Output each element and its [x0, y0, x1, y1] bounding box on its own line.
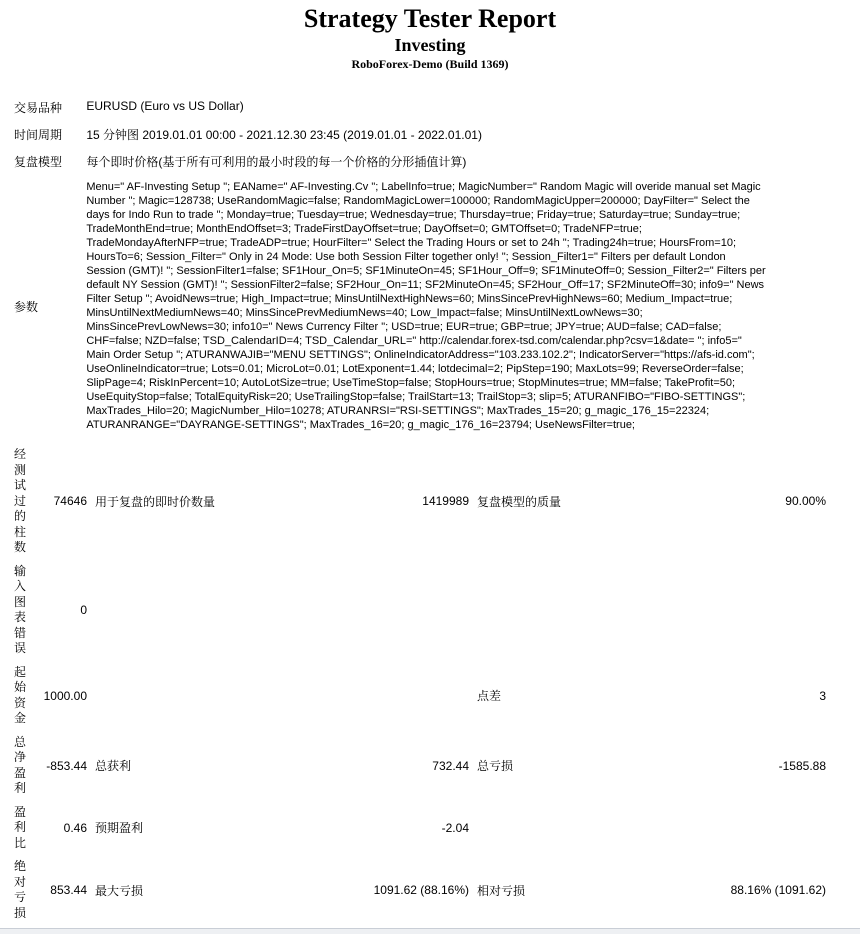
- parameters-line: Number "; Magic=128738; UseRandomMagic=false; RandomMagicLower=100000; RandomMagicUpper=200000; DayFilter=" Select the: [86, 195, 750, 207]
- info-table: [9, 93, 849, 438]
- page-title: Strategy Tester Report: [303, 4, 557, 33]
- symbol-label: 交易品种: [14, 101, 63, 115]
- stats-table: [9, 442, 831, 926]
- parameters-value: [83, 176, 847, 436]
- parameters-line: Menu=" AF-Investing Setup "; EAName=" AF-Investing.Cv "; LabelInfo=true; MagicNumber=" Random Magic will overide manual set Magic: [86, 181, 761, 193]
- period-value: 15 分钟图 2019.01.01 00:00 - 2021.12.30 23:45 (2019.01.01 - 2022.01.01): [86, 128, 482, 142]
- modelling-quality-value: 90.00%: [785, 494, 826, 509]
- ticks-modelled-value: 1419989: [422, 494, 469, 509]
- parameters-line: SlipPage=4; RiskInPercent=10; AutoLotSize=true; UseTimeStop=false; StopHours=true; StopMinutes=true; MM=false; TakeProfit=50;: [86, 377, 736, 389]
- maximal-drawdown-label: 最大亏损: [95, 883, 144, 898]
- parameters-line: default NY Session (GMT)! "; SessionFilter2=false; SF2Hour_On=11; SF2MinuteOn=45; SF2Hour_Off=17; SF2MinuteOff=30; info9=" News: [86, 279, 765, 291]
- ea-name-subtitle: Investing: [394, 35, 466, 55]
- chart-errors-label: 输入图表错误: [14, 563, 27, 655]
- parameters-line: TradeMondayAfterNFP=true; TradeADP=true; HourFilter=" Select the Trading Hours or set to 24h "; Trading24h=true; HoursFrom=10;: [86, 237, 737, 249]
- bottom-window-edge: [0, 928, 860, 934]
- stats-row-chart-errors: [11, 561, 829, 660]
- stats-row-bars-tested: [11, 444, 829, 559]
- profit-factor-label: 盈利比: [14, 804, 27, 850]
- parameters-line: Session (GMT)! "; SessionFilter1=false; SF1Hour_On=5; SF1MinuteOn=45; SF1Hour_Off=9; SF1MinuteOff=0; Session_Filter2=" Filters per: [86, 265, 766, 277]
- period-label: 时间周期: [14, 128, 63, 142]
- parameters-line: MinsSincePrevLowNews=30; info10=" News Currency Filter "; USD=true; EUR=true; GBP=true; JPY=true; AUD=false; CAD=false;: [86, 321, 722, 333]
- model-value: 每个即时价格(基于所有可利用的最小时段的每一个价格的分形插值计算): [86, 155, 467, 169]
- maximal-drawdown-value: 1091.62 (88.16%): [373, 883, 469, 897]
- info-row-parameters: [11, 176, 847, 436]
- model-label: 复盘模型: [14, 155, 63, 169]
- bars-tested-label: 经测试过的柱数: [14, 447, 27, 554]
- server-build-line: RoboForex-Demo (Build 1369): [351, 57, 509, 71]
- parameters-line: Main Order Setup "; ATURANWAJIB="MENU SETTINGS"; OnlineIndicatorAddress="103.233.102.2"; IndicatorServer="https://afs-id.com";: [86, 349, 755, 361]
- stats-row-net-profit: [11, 732, 829, 800]
- report-header: [0, 4, 860, 72]
- bars-tested-value: 74646: [53, 494, 87, 509]
- net-profit-label: 总净盈利: [14, 734, 27, 795]
- info-row-symbol: [11, 95, 847, 120]
- spread-label: 点差: [477, 689, 502, 703]
- info-row-period: [11, 122, 847, 147]
- parameters-line: UseEquityStop=false; TotalEquityRisk=20; UseTrailingStop=false; TrailStart=13; TrailStop=3; slip=5; ATURANFIBO="FIBO-SETTINGS";: [86, 391, 746, 403]
- net-profit-value: -853.44: [46, 758, 87, 773]
- absolute-drawdown-label: 绝对亏损: [14, 859, 27, 920]
- parameters-line: MinsUntilNextMediumNews=40; MinsSincePrevMediumNews=40; Low_Impact=false; MinsUntilNextLowNews=30;: [86, 307, 643, 319]
- profit-factor-value: 0.46: [63, 820, 87, 835]
- gross-loss-label: 总亏损: [477, 759, 514, 773]
- parameters-line: UseOnlineIndicator=true; Lots=0.01; MicroLot=0.01; LotExponent=1.44; lotdecimal=2; PipStep=190; MaxLots=99; ReverseOrder=false;: [86, 363, 744, 375]
- chart-errors-value: 0: [80, 603, 87, 617]
- parameters-label: 参数: [14, 299, 39, 314]
- stats-row-initial-deposit: [11, 662, 829, 730]
- modelling-quality-label: 复盘模型的质量: [477, 494, 562, 509]
- parameters-line: MaxTrades_Hilo=20; MagicNumber_Hilo=10278; ATURANRSI="RSI-SETTINGS"; MaxTrades_15=20; g_magic_176_15=22324;: [86, 405, 710, 417]
- absolute-drawdown-value: 853.44: [50, 883, 87, 897]
- stats-row-profit-factor: [11, 802, 829, 855]
- parameters-line: CHF=false; NZD=false; TSD_CalendarID=4; TSD_Calendar_URL=" http://calendar.forex-tsd.com/calendar.php?csv=1&date= "; info5=": [86, 335, 742, 347]
- expected-payoff-label: 预期盈利: [95, 821, 144, 836]
- symbol-value: EURUSD (Euro vs US Dollar): [86, 99, 244, 113]
- gross-loss-value: -1585.88: [778, 758, 826, 773]
- gross-profit-label: 总获利: [95, 759, 132, 773]
- parameters-line: ATURANRANGE="DAYRANGE-SETTINGS"; MaxTrades_16=20; g_magic_176_16=23794; UseNewsFilter=true;: [86, 419, 635, 431]
- gross-profit-value: 732.44: [432, 758, 469, 773]
- initial-deposit-label: 起始资金: [14, 664, 27, 725]
- stats-row-absolute-drawdown: [11, 856, 829, 924]
- relative-drawdown-value: 88.16% (1091.62): [730, 883, 826, 897]
- relative-drawdown-label: 相对亏损: [477, 883, 526, 898]
- parameters-line: days for Indo Run to trade "; Monday=true; Tuesday=true; Wednesday=true; Thursday=true; Friday=true; Saturday=true; Sunday=true;: [86, 209, 741, 221]
- spread-value: 3: [819, 688, 826, 703]
- parameters-line: TradeMonthEnd=true; MonthEndOffset=3; TradeFirstDayOffset=true; DayOffset=0; GMTOffset=0; TradeNFP=true;: [86, 223, 642, 235]
- parameters-line: HoursTo=6; Session_Filter=" Only in 24 Mode: Use both Session Filter together only! "; Session_Filter1=" Filters per default London: [86, 251, 726, 263]
- expected-payoff-value: -2.04: [441, 820, 469, 835]
- initial-deposit-value: 1000.00: [43, 688, 87, 703]
- ticks-modelled-label: 用于复盘的即时价数量: [95, 494, 216, 509]
- info-row-model: [11, 149, 847, 174]
- parameters-line: Filter Setup "; AvoidNews=true; High_Impact=true; MinsUntilNextHighNews=60; MinsSincePrevHighNews=60; Medium_Impact=true;: [86, 293, 733, 305]
